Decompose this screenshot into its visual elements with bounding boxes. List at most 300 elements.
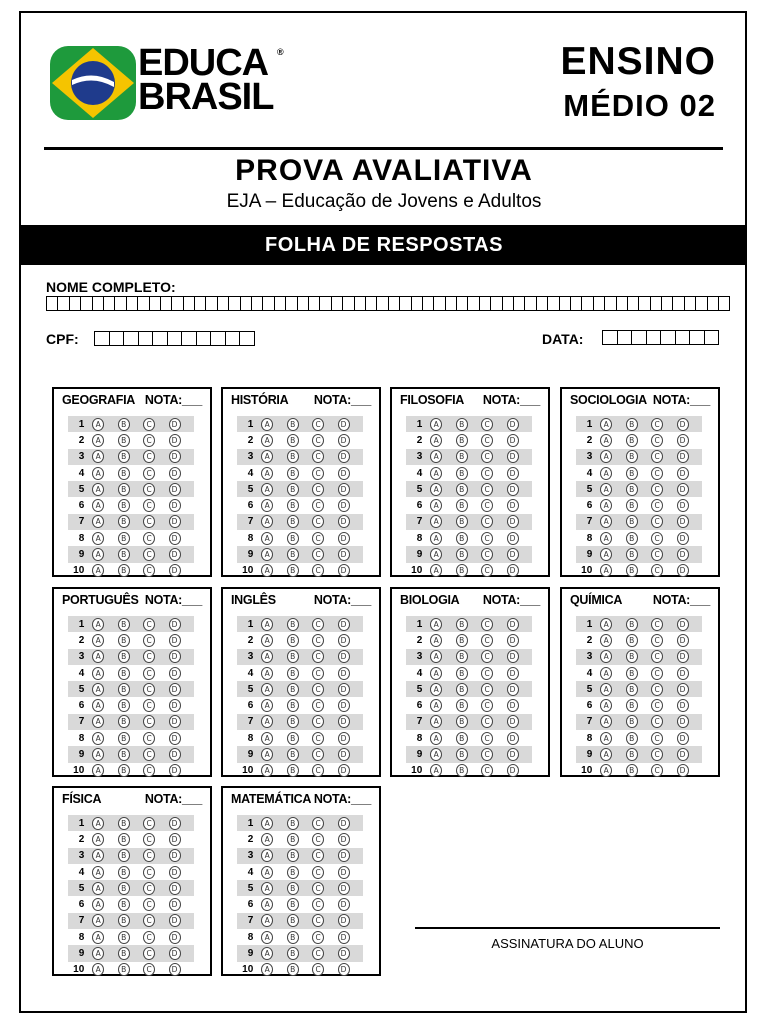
answer-bubble[interactable]: C	[481, 732, 493, 745]
answer-bubble[interactable]: B	[287, 683, 299, 696]
answer-bubble[interactable]: C	[143, 650, 155, 663]
answer-bubble[interactable]: A	[430, 748, 442, 761]
answer-bubble[interactable]: B	[456, 564, 468, 577]
answer-bubble[interactable]: A	[92, 748, 104, 761]
answer-bubble[interactable]: A	[261, 618, 273, 631]
answer-bubble[interactable]: A	[261, 450, 273, 463]
answer-bubble[interactable]: A	[430, 715, 442, 728]
answer-bubble[interactable]: B	[626, 418, 638, 431]
answer-bubble[interactable]: B	[626, 515, 638, 528]
answer-bubble[interactable]: C	[312, 931, 324, 944]
answer-bubble[interactable]: C	[143, 866, 155, 879]
answer-bubble[interactable]: A	[92, 963, 104, 976]
answer-bubble[interactable]: A	[430, 515, 442, 528]
answer-bubble[interactable]: B	[287, 699, 299, 712]
char-box[interactable]	[617, 330, 633, 345]
char-box[interactable]	[660, 330, 676, 345]
answer-bubble[interactable]: B	[626, 732, 638, 745]
answer-bubble[interactable]: B	[118, 515, 130, 528]
answer-bubble[interactable]: C	[312, 699, 324, 712]
answer-bubble[interactable]: B	[456, 683, 468, 696]
answer-bubble[interactable]: D	[338, 467, 350, 480]
answer-bubble[interactable]: A	[600, 748, 612, 761]
answer-bubble[interactable]: A	[261, 532, 273, 545]
answer-bubble[interactable]: D	[169, 866, 181, 879]
answer-bubble[interactable]: B	[456, 532, 468, 545]
answer-bubble[interactable]: D	[169, 532, 181, 545]
answer-bubble[interactable]: D	[338, 764, 350, 777]
answer-bubble[interactable]: A	[92, 450, 104, 463]
answer-bubble[interactable]: A	[600, 418, 612, 431]
answer-bubble[interactable]: B	[287, 618, 299, 631]
answer-bubble[interactable]: B	[626, 532, 638, 545]
answer-bubble[interactable]: B	[456, 499, 468, 512]
answer-bubble[interactable]: C	[143, 947, 155, 960]
answer-bubble[interactable]: D	[338, 683, 350, 696]
answer-bubble[interactable]: A	[261, 748, 273, 761]
answer-bubble[interactable]: A	[261, 947, 273, 960]
answer-bubble[interactable]: D	[507, 483, 519, 496]
answer-bubble[interactable]: B	[118, 931, 130, 944]
char-box[interactable]	[718, 296, 730, 311]
answer-bubble[interactable]: D	[677, 548, 689, 561]
answer-bubble[interactable]: A	[261, 833, 273, 846]
answer-bubble[interactable]: C	[481, 699, 493, 712]
answer-bubble[interactable]: D	[338, 499, 350, 512]
char-box[interactable]	[675, 330, 691, 345]
answer-bubble[interactable]: C	[312, 849, 324, 862]
answer-bubble[interactable]: D	[677, 483, 689, 496]
answer-bubble[interactable]: B	[118, 866, 130, 879]
answer-bubble[interactable]: B	[626, 667, 638, 680]
answer-bubble[interactable]: D	[338, 898, 350, 911]
answer-bubble[interactable]: C	[312, 715, 324, 728]
answer-bubble[interactable]: A	[261, 667, 273, 680]
answer-bubble[interactable]: D	[169, 434, 181, 447]
answer-bubble[interactable]: A	[261, 764, 273, 777]
answer-bubble[interactable]: C	[312, 548, 324, 561]
answer-bubble[interactable]: D	[677, 564, 689, 577]
answer-bubble[interactable]: D	[677, 650, 689, 663]
answer-bubble[interactable]: D	[507, 667, 519, 680]
answer-bubble[interactable]: C	[651, 634, 663, 647]
answer-bubble[interactable]: A	[600, 732, 612, 745]
answer-bubble[interactable]: C	[651, 683, 663, 696]
answer-bubble[interactable]: B	[287, 898, 299, 911]
answer-bubble[interactable]: B	[287, 499, 299, 512]
answer-bubble[interactable]: D	[507, 634, 519, 647]
answer-bubble[interactable]: C	[143, 499, 155, 512]
answer-bubble[interactable]: B	[456, 618, 468, 631]
answer-bubble[interactable]: A	[430, 699, 442, 712]
answer-bubble[interactable]: B	[626, 715, 638, 728]
answer-bubble[interactable]: C	[143, 882, 155, 895]
answer-bubble[interactable]: A	[92, 683, 104, 696]
answer-bubble[interactable]: D	[169, 833, 181, 846]
answer-bubble[interactable]: C	[312, 434, 324, 447]
answer-bubble[interactable]: B	[118, 548, 130, 561]
answer-bubble[interactable]: C	[312, 963, 324, 976]
answer-bubble[interactable]: B	[626, 564, 638, 577]
answer-bubble[interactable]: B	[456, 748, 468, 761]
answer-bubble[interactable]: A	[261, 483, 273, 496]
answer-bubble[interactable]: D	[677, 748, 689, 761]
answer-bubble[interactable]: A	[600, 564, 612, 577]
answer-bubble[interactable]: D	[169, 748, 181, 761]
answer-bubble[interactable]: D	[507, 564, 519, 577]
answer-bubble[interactable]: B	[456, 483, 468, 496]
answer-bubble[interactable]: C	[651, 650, 663, 663]
char-box[interactable]	[138, 331, 154, 346]
answer-bubble[interactable]: B	[118, 699, 130, 712]
answer-bubble[interactable]: A	[261, 849, 273, 862]
answer-bubble[interactable]: A	[430, 618, 442, 631]
answer-bubble[interactable]: A	[92, 532, 104, 545]
answer-bubble[interactable]: C	[312, 748, 324, 761]
answer-bubble[interactable]: B	[118, 667, 130, 680]
answer-bubble[interactable]: D	[169, 564, 181, 577]
answer-bubble[interactable]: D	[338, 650, 350, 663]
answer-bubble[interactable]: C	[481, 499, 493, 512]
answer-bubble[interactable]: A	[600, 618, 612, 631]
answer-bubble[interactable]: A	[92, 914, 104, 927]
answer-bubble[interactable]: D	[677, 532, 689, 545]
answer-bubble[interactable]: D	[169, 699, 181, 712]
answer-bubble[interactable]: C	[143, 564, 155, 577]
answer-bubble[interactable]: B	[118, 748, 130, 761]
answer-bubble[interactable]: B	[118, 732, 130, 745]
char-box[interactable]	[225, 331, 241, 346]
answer-bubble[interactable]: B	[287, 467, 299, 480]
answer-bubble[interactable]: A	[261, 418, 273, 431]
answer-bubble[interactable]: A	[600, 483, 612, 496]
answer-bubble[interactable]: C	[143, 450, 155, 463]
answer-bubble[interactable]: A	[430, 467, 442, 480]
answer-bubble[interactable]: A	[92, 515, 104, 528]
char-box[interactable]	[239, 331, 255, 346]
answer-bubble[interactable]: D	[677, 467, 689, 480]
answer-bubble[interactable]: A	[430, 634, 442, 647]
answer-bubble[interactable]: D	[169, 931, 181, 944]
answer-bubble[interactable]: A	[430, 548, 442, 561]
answer-bubble[interactable]: B	[456, 467, 468, 480]
answer-bubble[interactable]: A	[600, 634, 612, 647]
answer-bubble[interactable]: D	[677, 764, 689, 777]
answer-bubble[interactable]: D	[677, 699, 689, 712]
answer-bubble[interactable]: A	[261, 882, 273, 895]
answer-bubble[interactable]: D	[338, 931, 350, 944]
answer-bubble[interactable]: C	[481, 564, 493, 577]
answer-bubble[interactable]: D	[338, 833, 350, 846]
answer-bubble[interactable]: A	[92, 849, 104, 862]
answer-bubble[interactable]: B	[118, 618, 130, 631]
answer-bubble[interactable]: B	[287, 515, 299, 528]
answer-bubble[interactable]: C	[312, 499, 324, 512]
answer-bubble[interactable]: B	[456, 715, 468, 728]
answer-bubble[interactable]: B	[287, 947, 299, 960]
answer-bubble[interactable]: C	[143, 532, 155, 545]
char-box[interactable]	[196, 331, 212, 346]
answer-bubble[interactable]: C	[481, 618, 493, 631]
answer-bubble[interactable]: B	[118, 882, 130, 895]
answer-bubble[interactable]: C	[312, 532, 324, 545]
answer-bubble[interactable]: C	[651, 467, 663, 480]
answer-bubble[interactable]: B	[287, 548, 299, 561]
answer-bubble[interactable]: C	[651, 732, 663, 745]
answer-bubble[interactable]: B	[118, 634, 130, 647]
answer-bubble[interactable]: A	[430, 483, 442, 496]
char-box[interactable]	[152, 331, 168, 346]
answer-bubble[interactable]: C	[143, 764, 155, 777]
answer-bubble[interactable]: B	[626, 467, 638, 480]
answer-bubble[interactable]: D	[677, 634, 689, 647]
answer-bubble[interactable]: A	[261, 683, 273, 696]
answer-bubble[interactable]: B	[287, 667, 299, 680]
answer-bubble[interactable]: C	[481, 683, 493, 696]
answer-bubble[interactable]: D	[677, 618, 689, 631]
answer-bubble[interactable]: A	[92, 634, 104, 647]
answer-bubble[interactable]: A	[600, 532, 612, 545]
answer-bubble[interactable]: B	[626, 450, 638, 463]
answer-bubble[interactable]: D	[677, 683, 689, 696]
answer-bubble[interactable]: C	[312, 634, 324, 647]
answer-bubble[interactable]: C	[312, 764, 324, 777]
answer-bubble[interactable]: D	[507, 732, 519, 745]
answer-bubble[interactable]: A	[92, 699, 104, 712]
answer-bubble[interactable]: C	[143, 467, 155, 480]
answer-bubble[interactable]: A	[600, 667, 612, 680]
answer-bubble[interactable]: D	[507, 418, 519, 431]
answer-bubble[interactable]: C	[481, 548, 493, 561]
answer-bubble[interactable]: C	[143, 418, 155, 431]
answer-bubble[interactable]: D	[677, 434, 689, 447]
answer-bubble[interactable]: A	[261, 699, 273, 712]
answer-bubble[interactable]: B	[118, 467, 130, 480]
answer-bubble[interactable]: B	[287, 483, 299, 496]
answer-bubble[interactable]: A	[600, 450, 612, 463]
answer-bubble[interactable]: C	[651, 434, 663, 447]
answer-bubble[interactable]: A	[600, 548, 612, 561]
answer-bubble[interactable]: C	[312, 817, 324, 830]
answer-bubble[interactable]: D	[507, 618, 519, 631]
answer-bubble[interactable]: C	[143, 699, 155, 712]
answer-bubble[interactable]: B	[118, 963, 130, 976]
answer-bubble[interactable]: A	[261, 434, 273, 447]
answer-bubble[interactable]: D	[169, 418, 181, 431]
answer-bubble[interactable]: B	[456, 667, 468, 680]
char-box[interactable]	[602, 330, 618, 345]
answer-bubble[interactable]: B	[118, 450, 130, 463]
answer-bubble[interactable]: A	[261, 548, 273, 561]
answer-bubble[interactable]: B	[118, 849, 130, 862]
answer-bubble[interactable]: D	[169, 683, 181, 696]
answer-bubble[interactable]: D	[507, 499, 519, 512]
answer-bubble[interactable]: D	[677, 732, 689, 745]
answer-bubble[interactable]: C	[312, 650, 324, 663]
answer-bubble[interactable]: D	[169, 667, 181, 680]
answer-bubble[interactable]: A	[92, 418, 104, 431]
answer-bubble[interactable]: B	[118, 683, 130, 696]
answer-bubble[interactable]: C	[651, 667, 663, 680]
answer-bubble[interactable]: D	[338, 699, 350, 712]
answer-bubble[interactable]: C	[312, 683, 324, 696]
answer-bubble[interactable]: C	[481, 467, 493, 480]
answer-bubble[interactable]: B	[287, 849, 299, 862]
answer-bubble[interactable]: D	[338, 434, 350, 447]
answer-bubble[interactable]: B	[287, 748, 299, 761]
answer-bubble[interactable]: C	[651, 515, 663, 528]
answer-bubble[interactable]: C	[143, 515, 155, 528]
answer-bubble[interactable]: B	[118, 833, 130, 846]
char-box[interactable]	[94, 331, 110, 346]
answer-bubble[interactable]: D	[338, 667, 350, 680]
answer-bubble[interactable]: C	[312, 515, 324, 528]
answer-bubble[interactable]: D	[338, 817, 350, 830]
answer-bubble[interactable]: D	[338, 882, 350, 895]
answer-bubble[interactable]: D	[169, 947, 181, 960]
answer-bubble[interactable]: D	[169, 548, 181, 561]
answer-bubble[interactable]: B	[456, 650, 468, 663]
answer-bubble[interactable]: C	[143, 833, 155, 846]
answer-bubble[interactable]: C	[312, 833, 324, 846]
answer-bubble[interactable]: A	[600, 515, 612, 528]
answer-bubble[interactable]: C	[481, 418, 493, 431]
answer-bubble[interactable]: C	[312, 898, 324, 911]
answer-bubble[interactable]: D	[677, 450, 689, 463]
answer-bubble[interactable]: B	[118, 650, 130, 663]
answer-bubble[interactable]: A	[92, 817, 104, 830]
answer-bubble[interactable]: B	[118, 914, 130, 927]
answer-bubble[interactable]: A	[92, 898, 104, 911]
answer-bubble[interactable]: A	[600, 683, 612, 696]
answer-bubble[interactable]: C	[481, 532, 493, 545]
answer-bubble[interactable]: C	[143, 548, 155, 561]
answer-bubble[interactable]: B	[456, 548, 468, 561]
answer-bubble[interactable]: B	[287, 833, 299, 846]
answer-bubble[interactable]: C	[651, 450, 663, 463]
answer-bubble[interactable]: B	[118, 947, 130, 960]
answer-bubble[interactable]: D	[677, 715, 689, 728]
answer-bubble[interactable]: B	[626, 650, 638, 663]
answer-bubble[interactable]: B	[626, 699, 638, 712]
answer-bubble[interactable]: D	[169, 817, 181, 830]
answer-bubble[interactable]: C	[143, 914, 155, 927]
answer-bubble[interactable]: D	[338, 515, 350, 528]
cpf-field[interactable]	[94, 331, 254, 346]
answer-bubble[interactable]: C	[651, 548, 663, 561]
answer-bubble[interactable]: A	[600, 715, 612, 728]
answer-bubble[interactable]: D	[169, 450, 181, 463]
answer-bubble[interactable]: D	[507, 548, 519, 561]
answer-bubble[interactable]: D	[677, 499, 689, 512]
answer-bubble[interactable]: C	[312, 467, 324, 480]
answer-bubble[interactable]: D	[507, 715, 519, 728]
answer-bubble[interactable]: D	[338, 564, 350, 577]
char-box[interactable]	[123, 331, 139, 346]
answer-bubble[interactable]: A	[430, 564, 442, 577]
answer-bubble[interactable]: D	[338, 914, 350, 927]
answer-bubble[interactable]: A	[430, 450, 442, 463]
answer-bubble[interactable]: B	[626, 748, 638, 761]
answer-bubble[interactable]: B	[456, 634, 468, 647]
answer-bubble[interactable]: B	[287, 882, 299, 895]
answer-bubble[interactable]: B	[626, 434, 638, 447]
answer-bubble[interactable]: C	[143, 483, 155, 496]
answer-bubble[interactable]: C	[651, 499, 663, 512]
answer-bubble[interactable]: C	[651, 715, 663, 728]
answer-bubble[interactable]: D	[338, 483, 350, 496]
date-field[interactable]	[602, 330, 718, 345]
answer-bubble[interactable]: C	[481, 667, 493, 680]
answer-bubble[interactable]: C	[312, 418, 324, 431]
answer-bubble[interactable]: A	[430, 764, 442, 777]
answer-bubble[interactable]: D	[507, 450, 519, 463]
answer-bubble[interactable]: B	[287, 650, 299, 663]
answer-bubble[interactable]: D	[507, 764, 519, 777]
answer-bubble[interactable]: D	[677, 667, 689, 680]
char-box[interactable]	[167, 331, 183, 346]
answer-bubble[interactable]: B	[287, 418, 299, 431]
answer-bubble[interactable]: A	[430, 667, 442, 680]
char-box[interactable]	[689, 330, 705, 345]
answer-bubble[interactable]: A	[600, 650, 612, 663]
answer-bubble[interactable]: B	[118, 532, 130, 545]
answer-bubble[interactable]: B	[626, 764, 638, 777]
answer-bubble[interactable]: D	[507, 532, 519, 545]
answer-bubble[interactable]: D	[169, 849, 181, 862]
answer-bubble[interactable]: C	[481, 450, 493, 463]
answer-bubble[interactable]: B	[456, 515, 468, 528]
answer-bubble[interactable]: D	[169, 467, 181, 480]
char-box[interactable]	[704, 330, 720, 345]
answer-bubble[interactable]: A	[92, 483, 104, 496]
name-field[interactable]	[46, 296, 729, 311]
answer-bubble[interactable]: B	[626, 683, 638, 696]
answer-bubble[interactable]: B	[118, 898, 130, 911]
answer-bubble[interactable]: D	[507, 515, 519, 528]
answer-bubble[interactable]: C	[143, 634, 155, 647]
answer-bubble[interactable]: A	[600, 764, 612, 777]
answer-bubble[interactable]: A	[261, 817, 273, 830]
answer-bubble[interactable]: B	[456, 764, 468, 777]
answer-bubble[interactable]: B	[118, 564, 130, 577]
answer-bubble[interactable]: D	[338, 947, 350, 960]
answer-bubble[interactable]: C	[481, 715, 493, 728]
answer-bubble[interactable]: B	[456, 450, 468, 463]
answer-bubble[interactable]: B	[287, 634, 299, 647]
answer-bubble[interactable]: C	[651, 532, 663, 545]
answer-bubble[interactable]: A	[261, 931, 273, 944]
answer-bubble[interactable]: D	[169, 764, 181, 777]
answer-bubble[interactable]: A	[261, 467, 273, 480]
answer-bubble[interactable]: C	[312, 618, 324, 631]
answer-bubble[interactable]: A	[430, 434, 442, 447]
answer-bubble[interactable]: D	[338, 548, 350, 561]
answer-bubble[interactable]: D	[169, 882, 181, 895]
answer-bubble[interactable]: D	[677, 515, 689, 528]
answer-bubble[interactable]: C	[481, 634, 493, 647]
answer-bubble[interactable]: C	[143, 732, 155, 745]
answer-bubble[interactable]: D	[169, 963, 181, 976]
answer-bubble[interactable]: A	[600, 467, 612, 480]
answer-bubble[interactable]: A	[92, 866, 104, 879]
answer-bubble[interactable]: D	[338, 963, 350, 976]
answer-bubble[interactable]: C	[651, 564, 663, 577]
answer-bubble[interactable]: D	[338, 849, 350, 862]
answer-bubble[interactable]: C	[481, 764, 493, 777]
answer-bubble[interactable]: C	[143, 963, 155, 976]
answer-bubble[interactable]: D	[169, 914, 181, 927]
